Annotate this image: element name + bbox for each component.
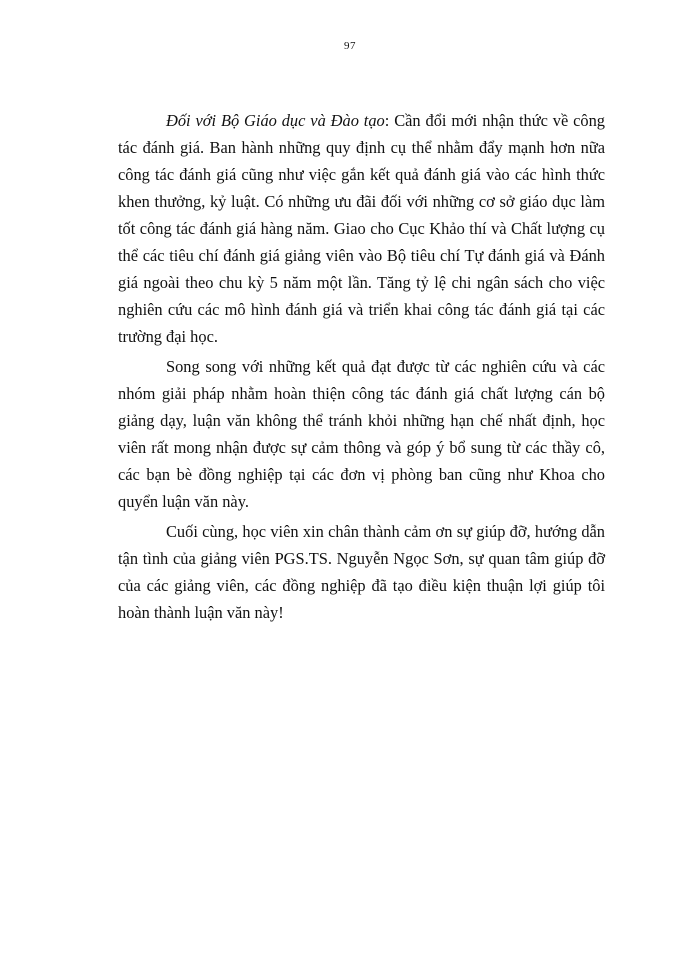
- paragraph-lead-italic: Đối với Bộ Giáo dục và Đào tạo: [166, 111, 385, 130]
- paragraph-text: : Cần đổi mới nhận thức về công tác đánh giá. Ban hành những quy định cụ thể nhằm đẩy mạnh hơn nữa công tác đánh giá cũng như việc gắn kết quả đánh giá vào các hình thức khen thưởng, kỷ luật. Có những ưu đãi đối với những cơ sở giáo dục làm tốt công tác đánh giá hàng năm. Giao cho Cục Khảo thí và Chất lượng cụ thể các tiêu chí đánh giá giảng viên vào Bộ tiêu chí Tự đánh giá và Đánh giá ngoài theo chu kỳ 5 năm một lần. Tăng tỷ lệ chi ngân sách cho việc nghiên cứu các mô hình đánh giá và triển khai công tác đánh giá tại các trường đại học.: [118, 111, 605, 346]
- paragraph-ministry-recommendations: [118, 107, 605, 350]
- page-number: 97: [344, 40, 356, 52]
- paragraph-text: Song song với những kết quả đạt được từ các nghiên cứu và các nhóm giải pháp nhằm hoàn thiện công tác đánh giá chất lượng cán bộ giảng dạy, luận văn không thể tránh khỏi những hạn chế nhất định, học viên rất mong nhận được sự cảm thông và góp ý bổ sung từ các thầy cô, các bạn bè đồng nghiệp tại các đơn vị phòng ban cũng như Khoa cho quyển luận văn này.: [118, 357, 605, 511]
- paragraph-limitations: [118, 353, 605, 515]
- paragraph-text: Cuối cùng, học viên xin chân thành cảm ơn sự giúp đỡ, hướng dẫn tận tình của giảng viên PGS.TS. Nguyễn Ngọc Sơn, sự quan tâm giúp đỡ của các giảng viên, các đồng nghiệp đã tạo điều kiện thuận lợi giúp tôi hoàn thành luận văn này!: [118, 522, 605, 622]
- paragraph-acknowledgements: [118, 518, 605, 626]
- body-text: [118, 107, 605, 629]
